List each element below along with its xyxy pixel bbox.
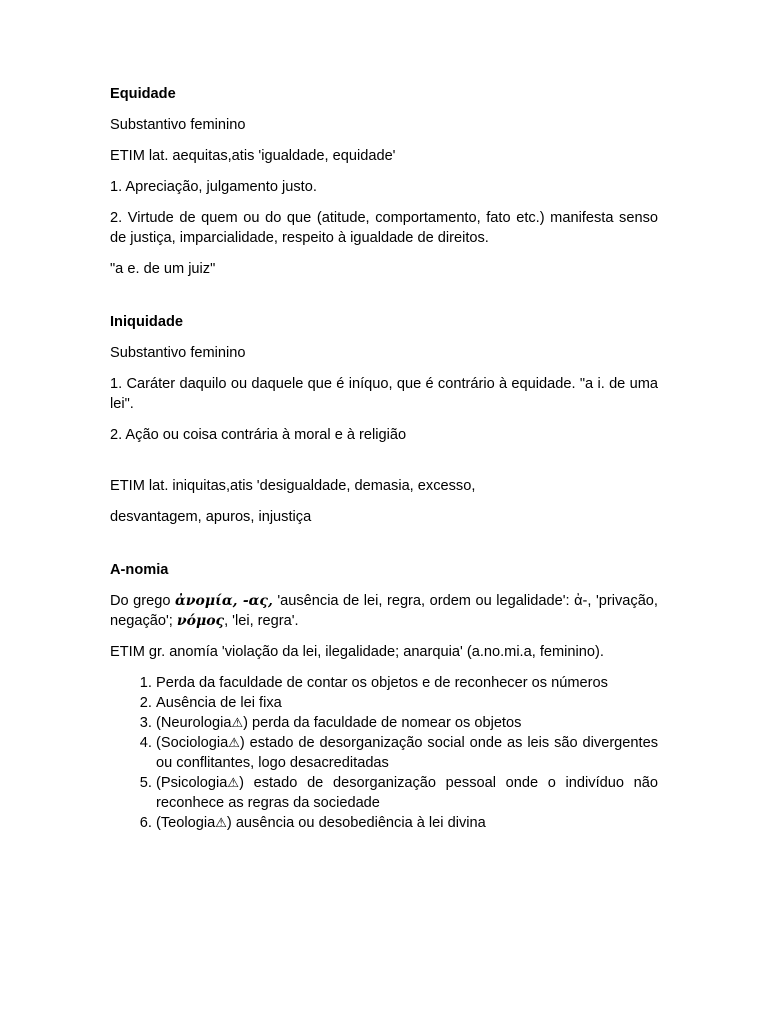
origin-anomia bbox=[110, 591, 658, 631]
warning-triangle-icon: ⚠ bbox=[231, 715, 244, 730]
etymology-iniquidade-line-2: desvantagem, apuros, injustiça bbox=[110, 509, 312, 525]
meaning-text: ) ausência ou desobediência à lei divina bbox=[226, 815, 486, 831]
list-item: 4. (Sociologia⚠) estado de desorganização social onde as leis são divergentes ou conflitantes, logo desacreditadas bbox=[156, 733, 658, 773]
warning-triangle-icon: ⚠ bbox=[228, 735, 240, 750]
sense-1-equidade: 1. Apreciação, julgamento justo. bbox=[110, 179, 317, 195]
section-spacer bbox=[110, 456, 658, 476]
sense-2-iniquidade: 2. Ação ou coisa contrária à moral e à religião bbox=[110, 427, 407, 443]
section-spacer bbox=[110, 538, 658, 560]
etymology-anomia: ETIM gr. anomía 'violação da lei, ilegalidade; anarquia' (a.no.mi.a, feminino). bbox=[110, 644, 604, 660]
etymology-equidade: ETIM lat. aequitas,atis 'igualdade, equidade' bbox=[110, 148, 396, 164]
origin-gloss-1: 'ausência de lei, regra, ordem ou legalidade': ἀ-, 'privação, negação'; bbox=[110, 593, 658, 629]
origin-gloss-2: , 'lei, regra'. bbox=[224, 613, 299, 629]
list-item: 3. (Neurologia⚠) perda da faculdade de nomear os objetos bbox=[156, 713, 658, 733]
entry-title-iniquidade: Iniquidade bbox=[110, 314, 183, 330]
meanings-list bbox=[110, 673, 658, 833]
entry-title-anomia: A-nomia bbox=[110, 562, 169, 578]
meaning-text: ) estado de desorganização social onde as leis são divergentes ou conflitantes, logo desacreditadas bbox=[156, 735, 658, 771]
meaning-text: ) estado de desorganização pessoal onde o indivíduo não reconhece as regras da sociedade bbox=[156, 775, 658, 811]
word-class-iniquidade: Substantivo feminino bbox=[110, 345, 246, 361]
example-equidade: "a e. de um juiz" bbox=[110, 261, 216, 277]
list-item: 6. (Teologia⚠) ausência ou desobediência à lei divina bbox=[156, 813, 658, 833]
list-item bbox=[156, 673, 658, 693]
greek-word-nomos: νόμος bbox=[176, 613, 225, 629]
entry-title-equidade: Equidade bbox=[110, 86, 176, 102]
warning-triangle-icon: ⚠ bbox=[215, 815, 227, 830]
meaning-domain: Sociologia bbox=[160, 735, 229, 751]
list-item bbox=[156, 693, 658, 713]
list-item: 5. (Psicologia⚠) estado de desorganização pessoal onde o indivíduo não reconhece as regras da sociedade bbox=[156, 773, 658, 813]
section-spacer bbox=[110, 290, 658, 312]
sense-2-equidade: 2. Virtude de quem ou do que (atitude, comportamento, fato etc.) manifesta senso de justiça, imparcialidade, respeito à igualdade de direitos. bbox=[110, 210, 658, 246]
warning-triangle-icon: ⚠ bbox=[227, 775, 240, 790]
meaning-domain: Neurologia bbox=[160, 715, 232, 731]
meaning-text: Perda da faculdade de contar os objetos e de reconhecer os números bbox=[156, 675, 608, 691]
meaning-text: ) perda da faculdade de nomear os objetos bbox=[243, 715, 522, 731]
sense-1-iniquidade: 1. Caráter daquilo ou daquele que é iníquo, que é contrário à equidade. "a i. de uma lei". bbox=[110, 376, 658, 412]
etymology-iniquidade-line-1: ETIM lat. iniquitas,atis 'desigualdade, demasia, excesso, bbox=[110, 478, 476, 494]
origin-prefix: Do grego bbox=[110, 593, 171, 609]
greek-word-anomia: ἀνομία, -ας, bbox=[175, 593, 273, 609]
word-class-equidade: Substantivo feminino bbox=[110, 117, 246, 133]
document-body bbox=[110, 84, 658, 833]
meaning-domain: Psicologia bbox=[160, 775, 228, 791]
meaning-text: Ausência de lei fixa bbox=[156, 695, 282, 711]
meaning-domain: Teologia bbox=[160, 815, 216, 831]
